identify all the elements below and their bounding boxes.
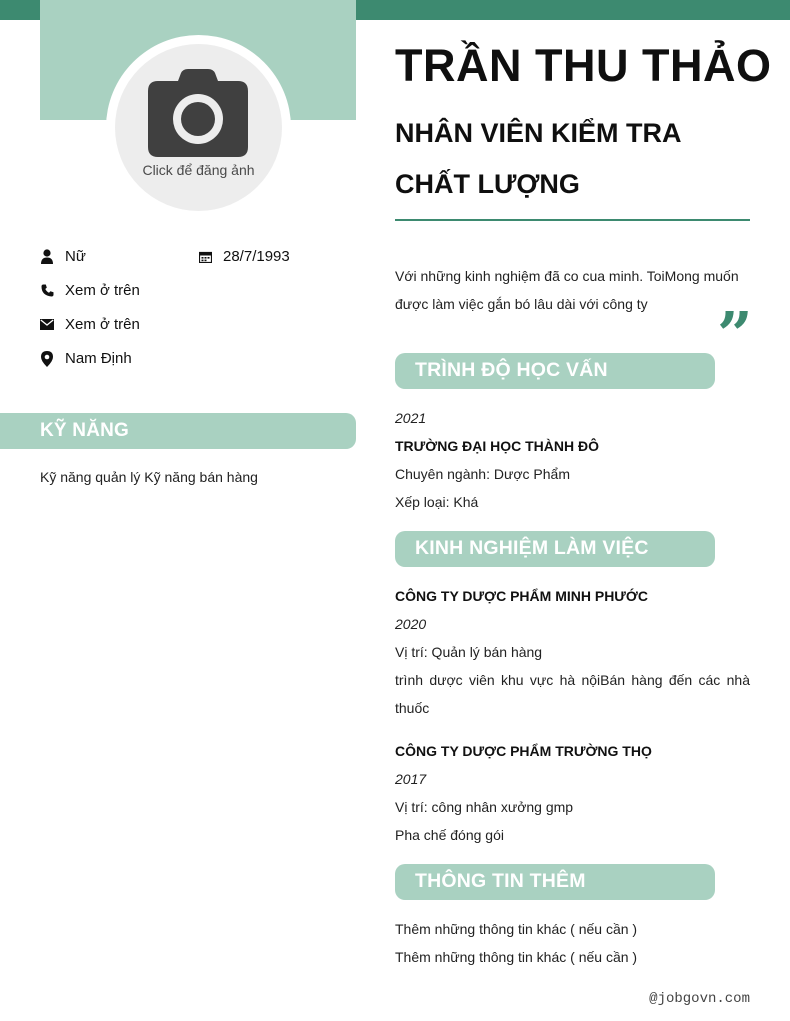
education-year: 2021 (395, 410, 427, 426)
skills-text: Kỹ năng quản lý Kỹ năng bán hàng (40, 469, 258, 485)
phone-value: Xem ở trên (65, 282, 140, 299)
header-divider (395, 219, 750, 221)
experience-position: Vị trí: công nhân xưởng gmp (395, 799, 574, 815)
education-title: TRÌNH ĐỘ HỌC VẤN (415, 359, 608, 381)
phone-row (40, 282, 140, 299)
experience-year: 2017 (395, 771, 427, 787)
experience-description: Pha chế đóng gói (395, 827, 504, 843)
skills-title: KỸ NĂNG (40, 420, 130, 441)
envelope-icon (40, 317, 54, 333)
additional-info-section-header (395, 864, 715, 900)
skills-section-header (0, 413, 356, 449)
job-title: NHÂN VIÊN KIỂM TRA CHẤT LƯỢNG (395, 118, 681, 199)
experience-title: KINH NGHIỆM LÀM VIỆC (415, 537, 649, 559)
email-row (40, 316, 140, 333)
additional-info-title: THÔNG TIN THÊM (415, 870, 586, 892)
education-major: Chuyên ngành: Dược Phẩm (395, 466, 570, 482)
additional-info-line: Thêm những thông tin khác ( nếu cần ) (395, 921, 638, 937)
experience-company: CÔNG TY DƯỢC PHẨM TRƯỜNG THỌ (395, 743, 652, 759)
gender-value: Nữ (65, 248, 86, 265)
calendar-icon (198, 249, 212, 265)
experience-section-header (395, 531, 715, 567)
phone-icon (40, 283, 54, 299)
birthdate-value: 28/7/1993 (223, 248, 290, 265)
birthdate-row (198, 248, 290, 265)
footer-watermark[interactable]: @jobgovn.com (649, 991, 750, 1007)
address-value: Nam Định (65, 350, 132, 367)
education-grade: Xếp loại: Khá (395, 494, 479, 510)
candidate-name: TRẦN THU THẢO (395, 40, 772, 91)
education-school: TRƯỜNG ĐẠI HỌC THÀNH ĐÔ (395, 438, 599, 454)
camera-icon[interactable] (148, 69, 248, 157)
additional-info-line: Thêm những thông tin khác ( nếu cần ) (395, 949, 638, 965)
photo-upload-hint[interactable]: Click để đăng ảnh (142, 162, 255, 178)
location-pin-icon (40, 351, 54, 367)
experience-position: Vị trí: Quản lý bán hàng (395, 644, 543, 660)
experience-year: 2020 (395, 616, 427, 632)
career-objective: Với những kinh nghiệm đã co cua minh. ToiMong muốn được làm việc gắn bó lâu dài với công ty (395, 268, 739, 312)
gender-row (40, 248, 86, 265)
experience-company: CÔNG TY DƯỢC PHẨM MINH PHƯỚC (395, 588, 648, 604)
user-icon (40, 249, 54, 265)
address-row (40, 350, 132, 367)
email-value: Xem ở trên (65, 316, 140, 333)
education-section-header (395, 353, 715, 389)
experience-description: trình dược viên khu vực hà nộiBán hàng đến các nhà thuốc (395, 672, 750, 716)
quote-icon: ” (717, 298, 753, 371)
